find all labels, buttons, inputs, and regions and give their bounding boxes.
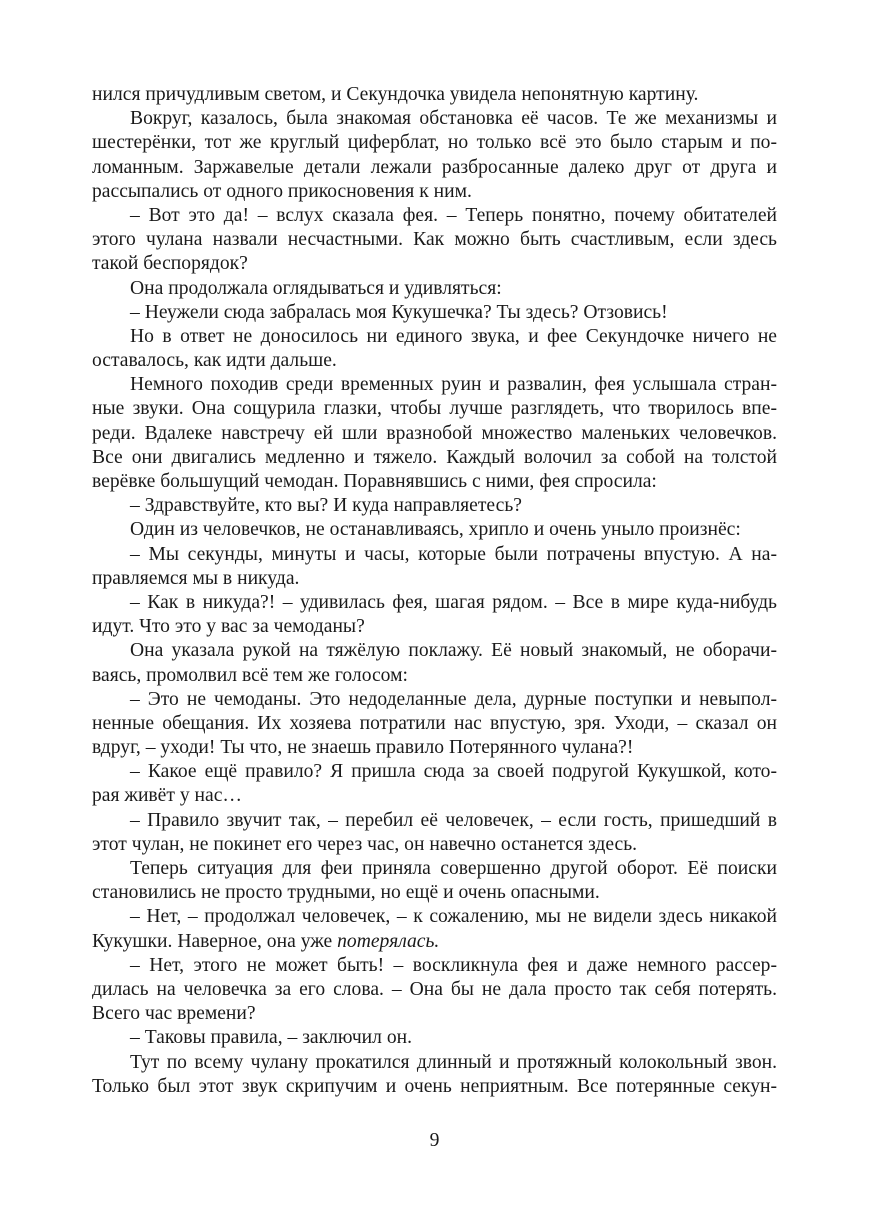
text-line	[92, 1075, 777, 1099]
text-line	[92, 543, 777, 567]
text-line	[92, 954, 777, 978]
text-line-content: нился причудливым светом, и Секундочка увидела непонятную картину.	[92, 84, 699, 105]
text-line-content: – Мы секунды, минуты и часы, которые были потрачены впустую. А на-	[130, 543, 777, 565]
text-line	[92, 470, 777, 494]
text-line	[92, 107, 777, 131]
text-line-content: Она указала рукой на тяжёлую поклажу. Её новый знакомый, не оборачи-	[130, 640, 777, 662]
text-line	[92, 494, 777, 518]
text-line-content: Тут по всему чулану прокатился длинный и протяжный колокольный звон.	[130, 1051, 777, 1073]
text-line	[92, 252, 777, 276]
italic-emphasis: потерялась.	[337, 930, 440, 952]
text-line	[92, 760, 777, 784]
text-line-content: реди. Вдалеке навстречу ей шли вразнобой множество маленьких человечков.	[92, 422, 777, 444]
text-line-content: – Таковы правила, – заключил он.	[130, 1027, 413, 1049]
text-line-content: шестерёнки, тот же круглый циферблат, но только всё это было старым и по-	[92, 132, 777, 154]
text-line-content: Только был этот звук скрипучим и очень неприятным. Все потерянные секун-	[92, 1075, 777, 1097]
text-line	[92, 131, 777, 155]
text-line-content: – Это не чемоданы. Это недоделанные дела, дурные поступки и невыпол-	[130, 688, 777, 710]
text-line-content: – Как в никуда?! – удивилась фея, шагая рядом. – Все в мире куда-нибудь	[130, 591, 777, 613]
text-line	[92, 1051, 777, 1075]
text-line-content: рая живёт у нас…	[92, 785, 243, 807]
text-line	[92, 277, 777, 301]
text-line	[92, 1002, 777, 1026]
text-line	[92, 978, 777, 1002]
text-line-content: – Неужели сюда забралась моя Кукушечка? Ты здесь? Отзовись!	[130, 301, 668, 323]
text-line-content: ваясь, промолвил всё тем же голосом:	[92, 664, 408, 686]
text-line	[92, 373, 777, 397]
text-line-content: Теперь ситуация для феи приняла совершенно другой оборот. Её поиски	[130, 858, 777, 879]
text-line	[92, 446, 777, 470]
text-line-content: Но в ответ не доносилось ни единого звука, и фее Секундочке ничего не	[130, 325, 777, 347]
text-line-content: Всего час времени?	[92, 1003, 256, 1025]
text-line	[92, 180, 777, 204]
text-line-content: Все они двигались медленно и тяжело. Каждый волочил за собой на толстой	[92, 446, 777, 468]
text-line-content: – Нет, этого не может быть! – воскликнула фея и даже немного рассер-	[130, 954, 777, 976]
text-line-content: рассыпались от одного прикосновения к ним.	[92, 180, 472, 202]
text-line	[92, 397, 777, 421]
text-line	[92, 1026, 777, 1050]
text-line-content: – Какое ещё правило? Я пришла сюда за своей подругой Кукушкой, кото-	[130, 761, 777, 783]
text-line-content: дилась на человечка за его слова. – Она бы не дала просто так себя потерять.	[92, 978, 777, 1000]
text-line	[92, 905, 777, 929]
text-line-content: ные звуки. Она сощурила глазки, чтобы лучше разглядеть, что творилось впе-	[92, 398, 777, 420]
text-line	[92, 422, 777, 446]
text-line	[92, 881, 777, 905]
text-line-content: идут. Что это у вас за чемоданы?	[92, 616, 365, 638]
text-line	[92, 712, 777, 736]
text-line	[92, 736, 777, 760]
text-line	[92, 325, 777, 349]
book-page-text	[92, 83, 777, 1099]
text-line-content: Она продолжала оглядываться и удивляться:	[130, 277, 502, 299]
text-line-content: вдруг, – уходи! Ты что, не знаешь правило Потерянного чулана?!	[92, 737, 634, 759]
text-line	[92, 688, 777, 712]
text-line	[92, 567, 777, 591]
text-line-content: Кукушки. Наверное, она уже	[92, 930, 338, 952]
text-line	[92, 591, 777, 615]
text-line-content: – Правило звучит так, – перебил её человечек, – если гость, пришедший в	[130, 809, 777, 831]
text-line	[92, 156, 777, 180]
text-line-content: этого чулана назвали несчастными. Как можно быть счастливым, если здесь	[92, 229, 777, 251]
text-line	[92, 639, 777, 663]
text-line-content: – Нет, – продолжал человечек, – к сожалению, мы не видели здесь никакой	[130, 906, 777, 928]
text-line-content: ломанным. Заржавелые детали лежали разбросанные далеко друг от друга и	[92, 156, 777, 178]
text-line	[92, 857, 777, 881]
text-line	[92, 615, 777, 639]
text-line	[92, 833, 777, 857]
text-line-content: становились не просто трудными, но ещё и очень опасными.	[92, 882, 600, 904]
page-number: 9	[429, 1130, 440, 1151]
text-line-content: ненные обещания. Их хозяева потратили нас впустую, зря. Уходи, – сказал он	[92, 712, 777, 734]
text-line	[92, 930, 777, 954]
text-line-content: такой беспорядок?	[92, 253, 248, 275]
text-line	[92, 784, 777, 808]
text-line	[92, 83, 777, 107]
text-line	[92, 809, 777, 833]
text-line	[92, 518, 777, 542]
text-line-content: Один из человечков, не останавливаясь, хрипло и очень уныло произнёс:	[130, 519, 741, 541]
text-line-content: Немного походив среди временных руин и развалин, фея услышала стран-	[130, 374, 777, 396]
text-line	[92, 664, 777, 688]
text-line-content: оставалось, как идти дальше.	[92, 350, 337, 372]
text-line-content: верёвке большущий чемодан. Поравнявшись с ними, фея спросила:	[92, 471, 657, 492]
text-line	[92, 349, 777, 373]
text-line	[92, 204, 777, 228]
text-line	[92, 301, 777, 325]
text-line-content: – Здравствуйте, кто вы? И куда направляетесь?	[130, 495, 522, 517]
text-line-content: – Вот это да! – вслух сказала фея. – Теперь понятно, почему обитателей	[130, 204, 777, 226]
text-line-content: правляемся мы в никуда.	[92, 567, 300, 589]
text-line	[92, 228, 777, 252]
text-line-content: этот чулан, не покинет его через час, он навечно останется здесь.	[92, 833, 638, 855]
text-line-content: Вокруг, казалось, была знакомая обстановка её часов. Те же механизмы и	[130, 108, 777, 130]
